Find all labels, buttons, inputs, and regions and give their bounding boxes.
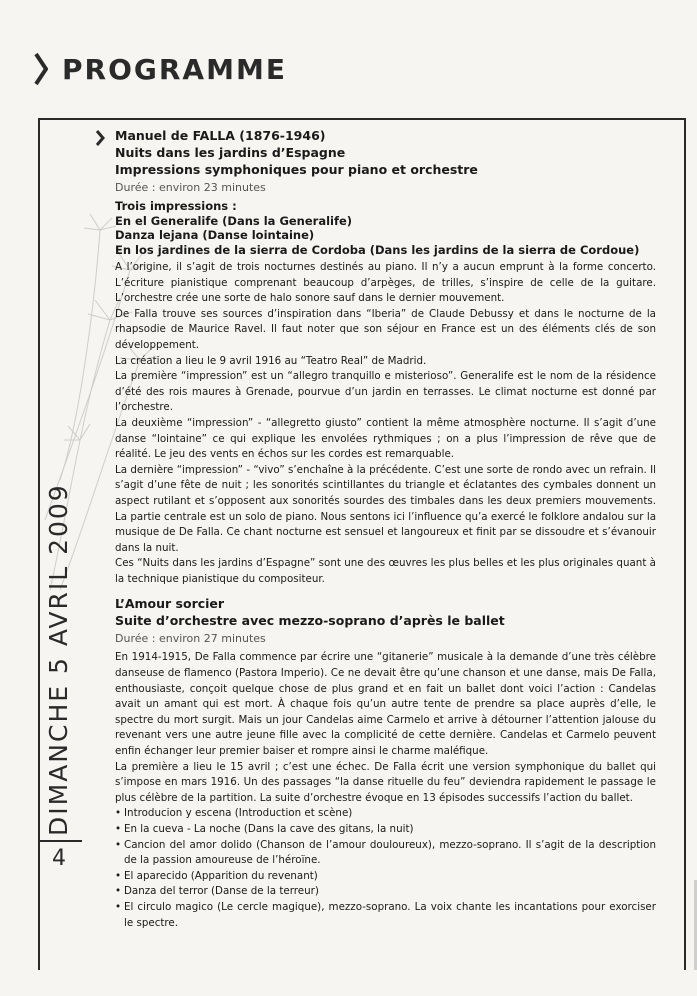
- list-item: • El circulo magico (Le cercle magique), mezzo-soprano. La voix chante les incantations pour exorciser le spectre.: [115, 900, 656, 931]
- list-item: • Cancion del amor dolido (Chanson de l’amour douloureux), mezzo-soprano. Il s’agit de la description de la passion amoureuse de l’héroïne.: [115, 838, 656, 869]
- chevron-right-icon: [95, 129, 105, 147]
- paragraph: En 1914-1915, De Falla commence par écrire une “gitanerie” musicale à la demande d’une très célèbre danseuse de flamenco (Pastora Imperio). Ce ne devait être qu’une chanson et une danse, mais De Falla, enthousiaste, conçoit quelque chose de plus grand et en fait un ballet dont voici l’action : Candelas avait un amant qui est mort. À chaque fois qu’un autre tente de prendre sa place auprès d’elle, le spectre du mort surgit. Mais un jour Candelas aime Carmelo et arrive à détourner l’attention jalouse du revenant vers une autre jeune fille avec la complicité de cette dernière. Candelas et Carmelo peuvent enfin échanger leur premier baiser et rompre ainsi le charme maléfique.: [115, 651, 656, 758]
- paragraph: La dernière “impression” - “vivo” s’enchaîne à la précédente. C’est une sorte de rondo avec un refrain. Il s’agit d’une fête de nuit ; les sonorités scintillantes du triangle et éclatantes des cymbales donnent un aspect rutilant et s’opposent aux sonorités sourdes des timbales dans les deux premiers mouvements. La partie centrale est un solo de piano. Nous sentons ici l’influence qu’a exercé le folklore andalou sur la musique de De Falla. Ce chant nocturne est sensuel et langoureux et finit par se dissoudre et s’évanouir dans la nuit.: [115, 463, 656, 554]
- list-item: • El aparecido (Apparition du revenant): [115, 869, 656, 885]
- page-title: PROGRAMME: [62, 52, 287, 86]
- movement-title: Danza lejana (Danse lointaine): [115, 228, 315, 242]
- work-duration: Durée : environ 23 minutes: [115, 181, 266, 194]
- work-subtitle: Impressions symphoniques pour piano et orchestre: [115, 162, 478, 177]
- concert-date-label: DIMANCHE 5 AVRIL 2009: [44, 483, 73, 836]
- movement-title: En el Generalife (Dans la Generalife): [115, 213, 353, 228]
- sidebar-divider: [40, 840, 82, 842]
- paragraph: Ces “Nuits dans les jardins d’Espagne” sont une des œuvres les plus belles et les plus originales quant à la technique pianistique du compositeur.: [115, 557, 656, 585]
- page-header: [34, 52, 287, 86]
- paragraph: A l’origine, il s’agit de trois nocturnes destinés au piano. Il n’y a aucun emprunt à la forme concerto. L’écriture pianistique comprenant beaucoup d’arpèges, de trilles, s’inspire de celle de la guitare. L’orchestre crée une sorte de halo sonore sauf dans le dernier mouvement.: [115, 261, 656, 305]
- section-amour-sorcier: [115, 595, 656, 931]
- work-subtitle: Suite d’orchestre avec mezzo-soprano d’après le ballet: [115, 613, 505, 629]
- paragraph: La première a lieu le 15 avril ; c’est une échec. De Falla écrit une version symphonique du ballet qui s’impose en mars 1916. Un des passages “la danse rituelle du feu” deviendra rapidement le passage le plus célèbre de la partition. La suite d’orchestre évoque en 13 épisodes successifs l’action du ballet.: [115, 760, 656, 804]
- paragraph: De Falla trouve ses sources d’inspiration dans “Iberia” de Claude Debussy et dans le nocturne de la rhapsodie de Maurice Ravel. Il faut noter que son séjour en France est un des éléments clés de son développement.: [115, 307, 656, 351]
- movement-title: En los jardines de la sierra de Cordoba (Dans les jardins de la sierra de Cordoue): [115, 242, 640, 257]
- page-number: 4: [52, 846, 66, 871]
- movements-heading: Trois impressions :: [115, 199, 237, 213]
- work-title: Nuits dans les jardins d’Espagne: [115, 145, 346, 160]
- episode-list: [115, 806, 656, 931]
- work-duration: Durée : environ 27 minutes: [115, 632, 266, 646]
- programme-content: [115, 127, 656, 931]
- list-item: • Introducion y escena (Introduction et scène): [115, 806, 656, 822]
- chevron-right-icon: [34, 52, 48, 86]
- composer-name: Manuel de FALLA (1876-1946): [115, 128, 326, 143]
- paragraph: La création a lieu le 9 avril 1916 au “Teatro Real” de Madrid.: [115, 354, 427, 367]
- section-falla-nuits: [115, 127, 656, 587]
- work-title: L’Amour sorcier: [115, 596, 225, 612]
- list-item: • En la cueva - La noche (Dans la cave des gitans, la nuit): [115, 822, 656, 838]
- paragraph: La deuxième “impression” - “allegretto giusto” contient la même atmosphère nocturne. Il s’agit d’une danse “lointaine” ce qui explique les envolées rythmiques ; on a plus l’impression de rêve que de réalité. Le jeu des vents en échos sur les cordes est remarquable.: [115, 416, 656, 461]
- list-item: • Danza del terror (Danse de la terreur): [115, 884, 656, 900]
- paragraph: La première “impression” est un “allegro tranquillo e misterioso”. Generalife est le nom de la résidence d’été des rois maures à Grenade, pourvue d’un jardin en terrasses. Le climat nocturne est donné par l’orchestre.: [115, 370, 656, 414]
